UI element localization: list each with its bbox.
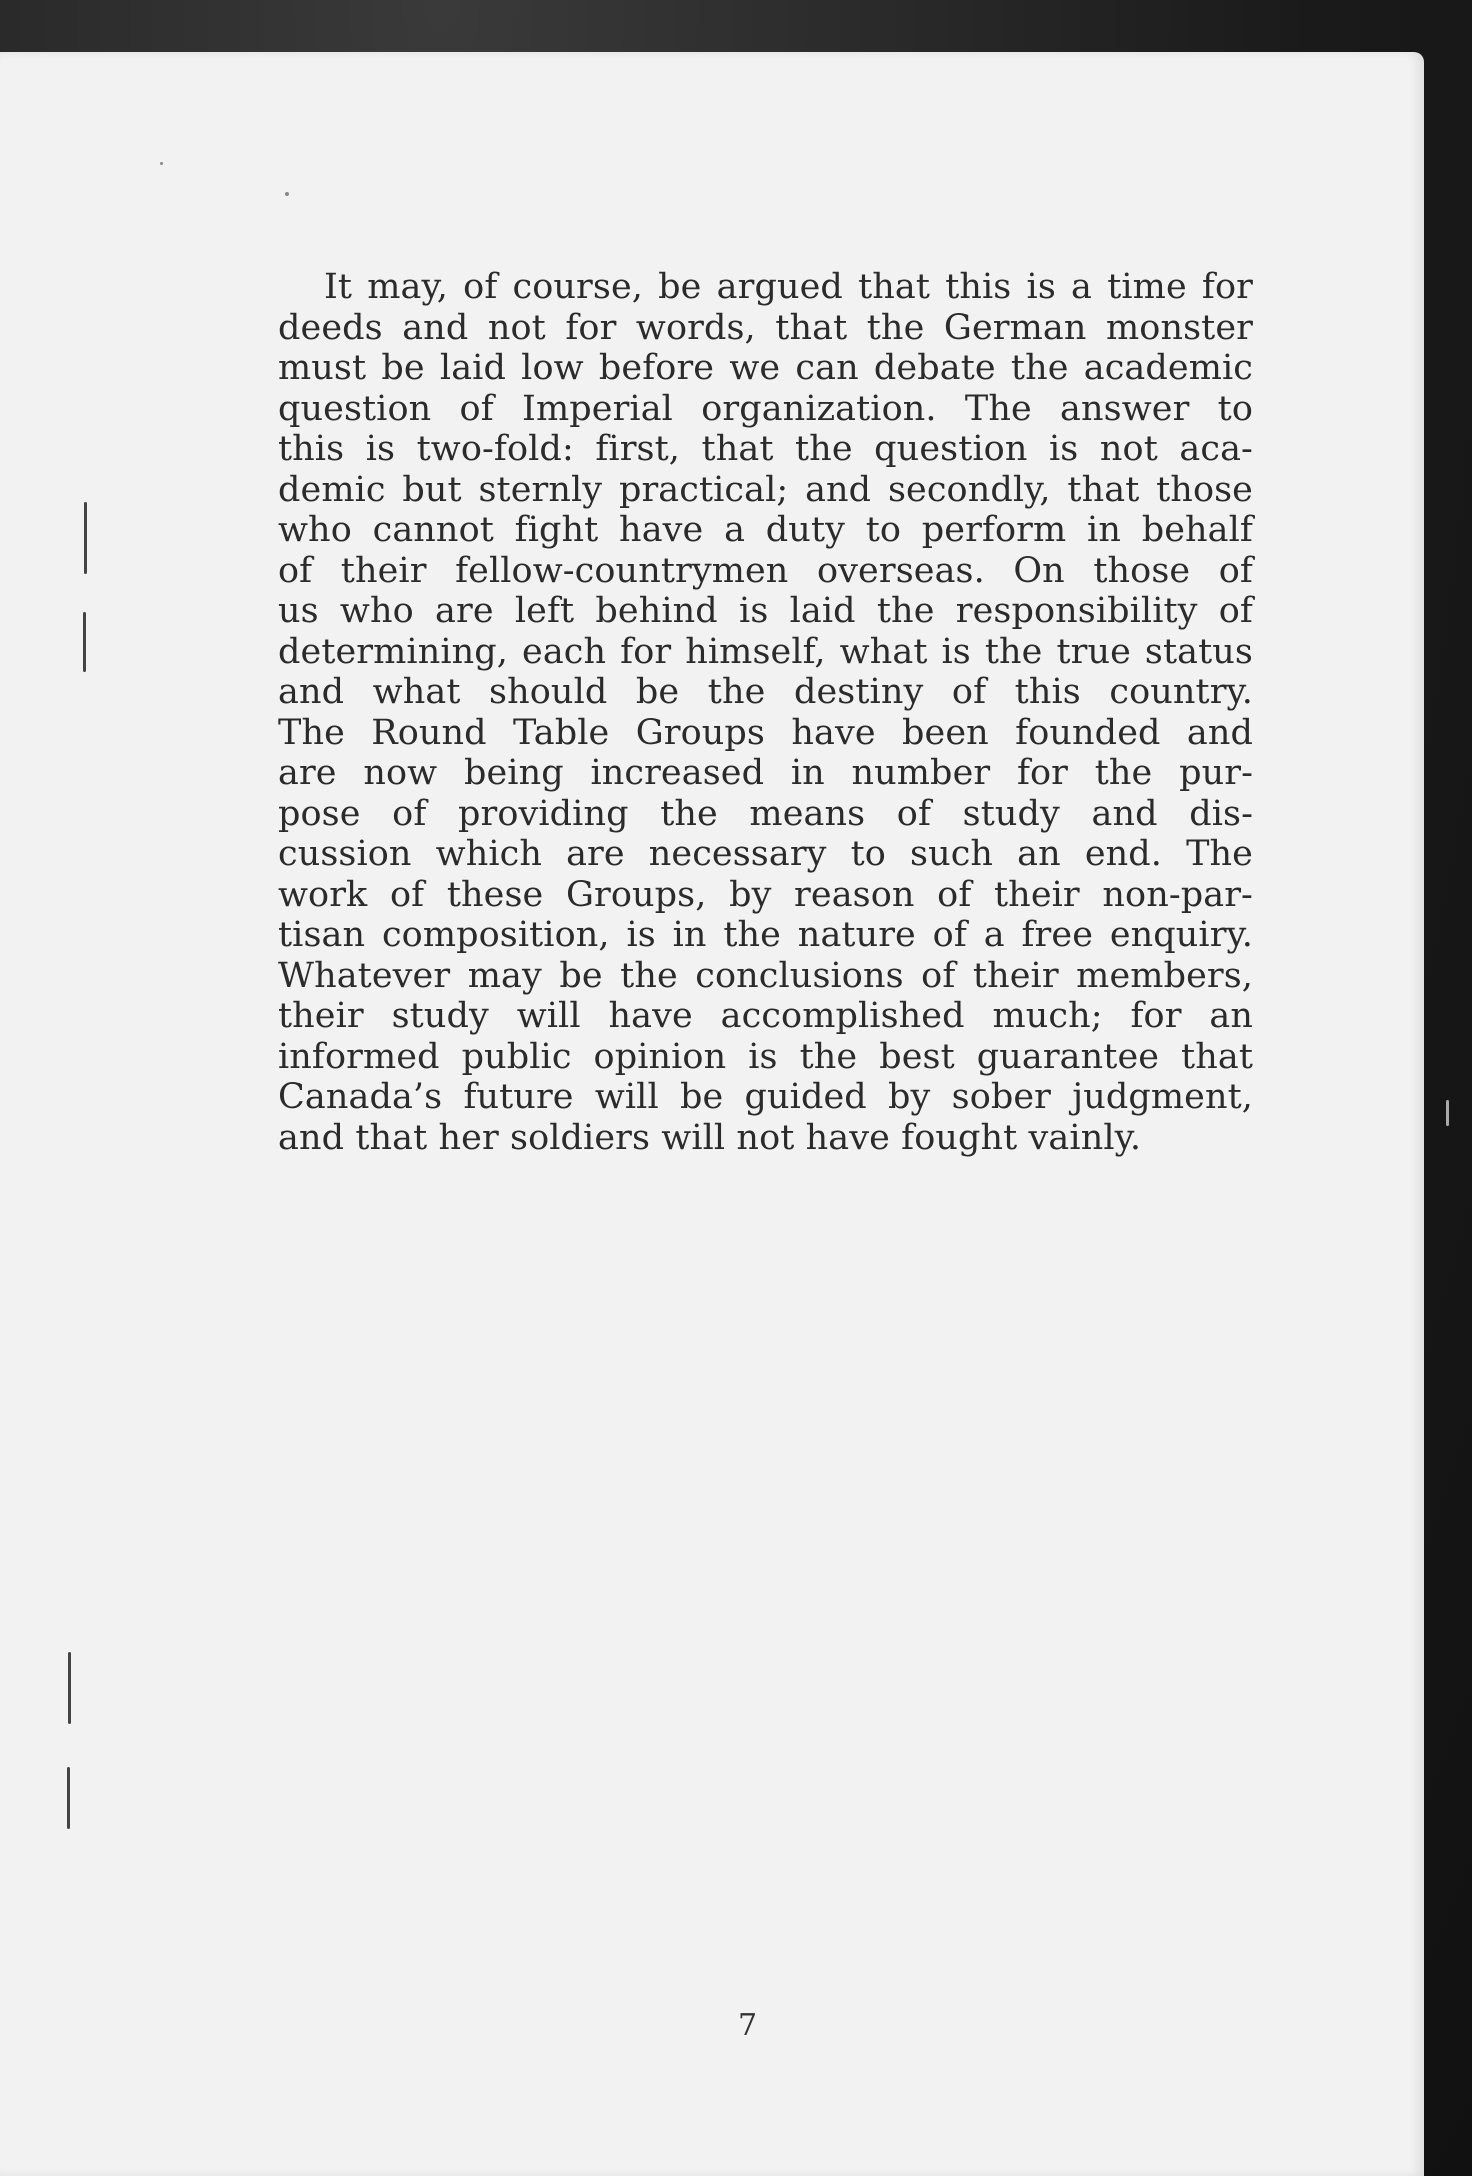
scan-speck (160, 162, 163, 165)
text-line: determining, each for himself, what is the true status (278, 631, 1253, 672)
text-line: us who are left behind is laid the responsibility of (278, 591, 1253, 631)
text-line: their study will have accomplished much; for an (278, 996, 1253, 1036)
text-line: Whatever may be the conclusions of their members, (278, 955, 1253, 996)
edge-mark (1446, 1100, 1449, 1126)
text-line: and that her soldiers will not have fought vainly. (278, 1117, 1142, 1158)
text-line: informed public opinion is the best guarantee that (278, 1036, 1253, 1077)
text-line: cussion which are necessary to such an end. The (278, 834, 1253, 874)
text-line: demic but sternly practical; and secondly, that those (278, 469, 1253, 510)
text-line: The Round Table Groups have been founded and (278, 712, 1253, 753)
text-line: who cannot fight have a duty to perform in behalf (278, 510, 1253, 550)
text-line: pose of providing the means of study and dis- (278, 793, 1253, 834)
paper-page (0, 52, 1424, 2176)
binding-mark (67, 1767, 70, 1829)
text-line: must be laid low before we can debate the academic (278, 348, 1253, 388)
text-line: work of these Groups, by reason of their non-par- (278, 874, 1253, 915)
text-line: question of Imperial organization. The answer to (278, 388, 1253, 429)
page-number: 7 (738, 2008, 758, 2043)
text-line: It may, of course, be argued that this is a time for (324, 267, 1253, 307)
body-paragraph (278, 267, 1253, 1158)
text-line: this is two-fold: first, that the question is not aca- (278, 429, 1253, 469)
binding-mark (68, 1652, 71, 1724)
binding-mark (84, 502, 87, 574)
text-line: tisan composition, is in the nature of a free enquiry. (278, 915, 1253, 955)
text-line: of their fellow-countrymen overseas. On those of (278, 550, 1253, 591)
scan-speck (285, 192, 289, 196)
text-line: deeds and not for words, that the German monster (278, 307, 1253, 348)
text-line: Canada’s future will be guided by sober judgment, (278, 1077, 1253, 1117)
text-line: and what should be the destiny of this country. (278, 672, 1253, 712)
binding-mark (83, 612, 86, 672)
text-line: are now being increased in number for the pur- (278, 753, 1253, 793)
